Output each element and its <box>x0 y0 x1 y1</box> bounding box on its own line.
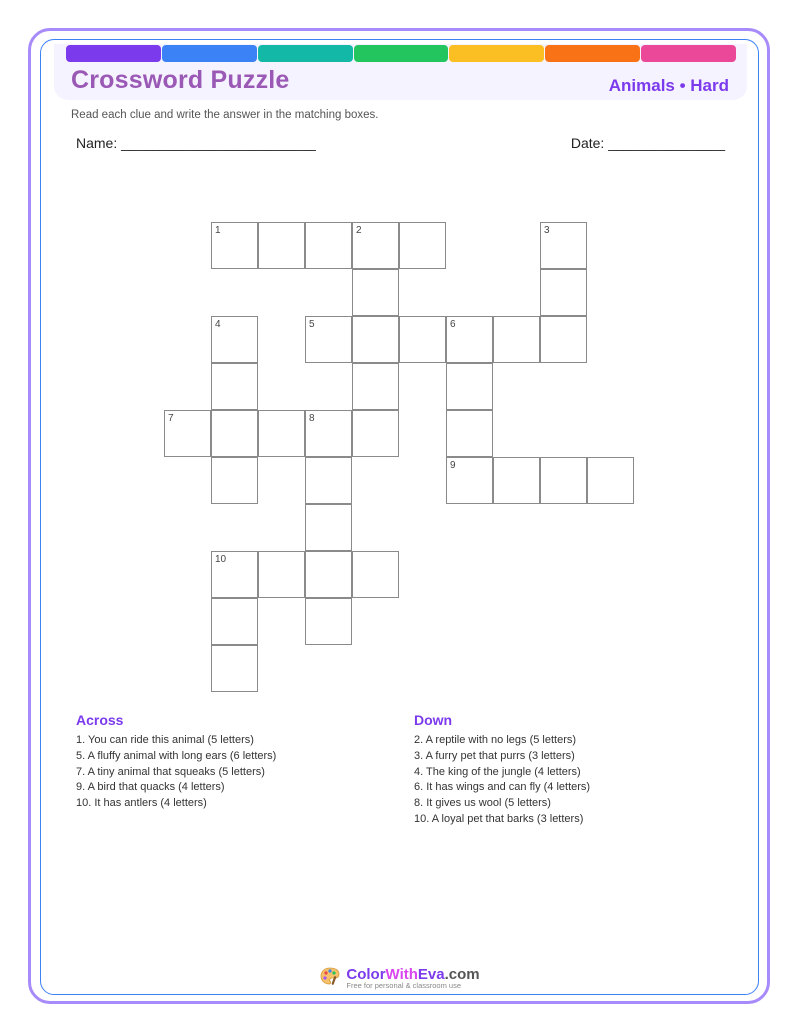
clue-number: 5 <box>309 319 315 330</box>
color-stripe <box>354 45 449 62</box>
clue-across-9: 9. A bird that quacks (4 letters) <box>76 781 225 794</box>
clue-number: 7 <box>168 413 174 424</box>
down-heading: Down <box>414 712 453 728</box>
clue-down-3: 3. A furry pet that purrs (3 letters) <box>414 749 575 762</box>
crossword-cell[interactable] <box>352 551 399 598</box>
crossword-cell[interactable] <box>352 269 399 316</box>
across-clues <box>76 712 276 812</box>
crossword-cell[interactable] <box>305 504 352 551</box>
clue-across-5: 5. A fluffy animal with long ears (6 letters) <box>76 749 277 762</box>
crossword-cell[interactable] <box>211 222 258 269</box>
crossword-cell[interactable] <box>446 316 493 363</box>
clue-number: 4 <box>215 319 221 330</box>
clue-across-7: 7. A tiny animal that squeaks (5 letters) <box>76 765 265 778</box>
across-heading: Across <box>76 712 124 728</box>
color-stripe <box>545 45 640 62</box>
color-stripes <box>66 45 736 62</box>
clue-number: 9 <box>450 460 456 471</box>
clue-across-10: 10. It has antlers (4 letters) <box>76 797 207 810</box>
name-field: Name: _________________________ <box>76 135 316 151</box>
crossword-cell[interactable] <box>446 363 493 410</box>
clue-number: 1 <box>215 225 221 236</box>
crossword-cell[interactable] <box>540 269 587 316</box>
clue-down-8: 8. It gives us wool (5 letters) <box>414 797 551 810</box>
crossword-cell[interactable] <box>540 316 587 363</box>
crossword-cell[interactable] <box>211 457 258 504</box>
clue-number: 3 <box>544 225 550 236</box>
instructions: Read each clue and write the answer in the matching boxes. <box>71 109 379 121</box>
crossword-cell[interactable] <box>305 598 352 645</box>
clue-down-2: 2. A reptile with no legs (5 letters) <box>414 734 577 746</box>
clue-across-1: 1. You can ride this animal (5 letters) <box>76 734 254 746</box>
crossword-cell[interactable] <box>305 551 352 598</box>
color-stripe <box>66 45 161 62</box>
palette-icon <box>320 966 340 991</box>
color-stripe <box>162 45 257 62</box>
crossword-cell[interactable] <box>164 410 211 457</box>
crossword-cell[interactable] <box>399 222 446 269</box>
crossword-cell[interactable] <box>258 551 305 598</box>
crossword-cell[interactable] <box>305 457 352 504</box>
crossword-cell[interactable] <box>211 598 258 645</box>
crossword-cell[interactable] <box>211 316 258 363</box>
clue-down-6: 6. It has wings and can fly (4 letters) <box>414 781 591 794</box>
crossword-cell[interactable] <box>305 316 352 363</box>
clue-number: 6 <box>450 319 456 330</box>
clue-number: 2 <box>356 225 362 236</box>
crossword-cell[interactable] <box>352 410 399 457</box>
crossword-cell[interactable] <box>399 316 446 363</box>
category-difficulty-tag: Animals • Hard <box>608 76 729 95</box>
date-field: Date: _______________ <box>570 135 725 151</box>
down-clues <box>414 712 590 828</box>
color-stripe <box>641 45 736 62</box>
crossword-cell[interactable] <box>258 222 305 269</box>
crossword-cell[interactable] <box>446 410 493 457</box>
clue-number: 10 <box>215 554 227 565</box>
crossword-cell[interactable] <box>305 222 352 269</box>
crossword-cell[interactable] <box>211 363 258 410</box>
footer-tagline: Free for personal & classroom use <box>346 981 462 990</box>
crossword-cell[interactable] <box>352 363 399 410</box>
crossword-cell[interactable] <box>211 410 258 457</box>
crossword-cell[interactable] <box>352 222 399 269</box>
clue-number: 8 <box>309 413 315 424</box>
brand-logo: ColorWithEva.com <box>346 966 480 983</box>
crossword-cell[interactable] <box>211 551 258 598</box>
clue-down-10: 10. A loyal pet that barks (3 letters) <box>414 812 584 825</box>
page-inner-border <box>40 39 759 995</box>
crossword-cell[interactable] <box>493 457 540 504</box>
clue-down-4: 4. The king of the jungle (4 letters) <box>414 765 581 778</box>
crossword-cell[interactable] <box>352 316 399 363</box>
crossword-cell[interactable] <box>305 410 352 457</box>
footer <box>0 966 800 991</box>
crossword-cell[interactable] <box>540 222 587 269</box>
color-stripe <box>258 45 353 62</box>
crossword-cell[interactable] <box>446 457 493 504</box>
page-title: Crossword Puzzle <box>71 66 290 94</box>
color-stripe <box>449 45 544 62</box>
crossword-cell[interactable] <box>211 645 258 692</box>
crossword-cell[interactable] <box>258 410 305 457</box>
crossword-cell[interactable] <box>587 457 634 504</box>
crossword-cell[interactable] <box>540 457 587 504</box>
crossword-cell[interactable] <box>493 316 540 363</box>
